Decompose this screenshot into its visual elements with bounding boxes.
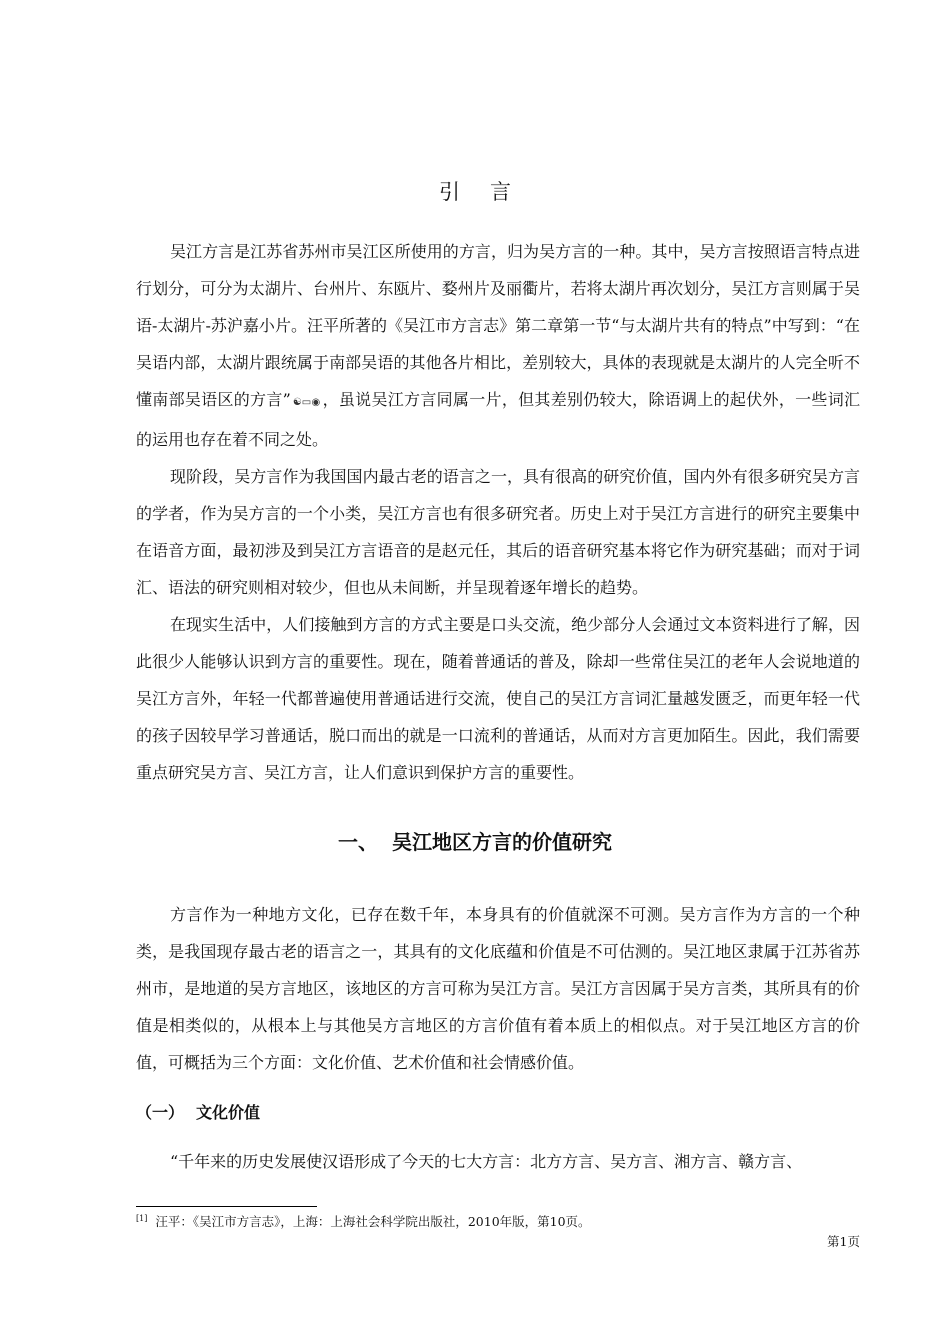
subsection-title: 文化价值 — [196, 1103, 261, 1122]
section-title: 吴江地区方言的价值研究 — [392, 830, 612, 854]
page-title: 引言 — [439, 180, 541, 204]
footnote-reference[interactable]: ☯▭◉ — [292, 397, 321, 408]
footnote — [136, 1212, 591, 1230]
section-1-body — [136, 896, 860, 1081]
footnote-mark: [1] — [136, 1213, 148, 1223]
subsection-1-paragraph: “千年来的历史发展使汉语形成了今天的七大方言：北方方言、吴方言、湘方言、赣方言、 — [170, 1152, 803, 1171]
intro-section — [136, 233, 860, 791]
footnote-divider — [136, 1206, 317, 1207]
footnote-text: 汪平：《吴江市方言志》，上海：上海社会科学院出版社，2010年版，第10页。 — [155, 1214, 591, 1229]
page-number: 第1页 — [827, 1234, 860, 1249]
intro-paragraph-1-text: 吴江方言是江苏省苏州市吴江区所使用的方言，归为吴方言的一种。其中，吴方言按照语言特点进行划分，可分为太湖片、台州片、东瓯片、婺州片及丽衢片，若将太湖片再次划分，吴江方言则属于吴语-太湖片-苏沪嘉小片。汪平所著的《吴江市方言志》第二章第一节“与太湖片共有的特点”中写到：“在吴语内部，太湖片跟统属于南部吴语的其他各片相比，差别较大，具体的表现就是太湖片的人完全听不懂南部吴语区的方言” — [136, 242, 860, 409]
intro-paragraph-2: 现阶段，吴方言作为我国国内最古老的语言之一，具有很高的研究价值，国内外有很多研究吴方言的学者，作为吴方言的一个小类，吴江方言也有很多研究者。历史上对于吴江方言进行的研究主要集中在语音方面，最初涉及到吴江方言语音的是赵元任，其后的语音研究基本将它作为研究基础；而对于词汇、语法的研究则相对较少，但也从未间断，并呈现着逐年增长的趋势。 — [136, 467, 860, 597]
section-1-paragraph: 方言作为一种地方文化，已存在数千年，本身具有的价值就深不可测。吴方言作为方言的一个种类，是我国现存最古老的语言之一，其具有的文化底蕴和价值是不可估测的。吴江地区隶属于江苏省苏州市，是地道的吴方言地区，该地区的方言可称为吴江方言。吴江方言因属于吴方言类，其所具有的价值是相类似的，从根本上与其他吴方言地区的方言价值有着本质上的相似点。对于吴江地区方言的价值，可概括为三个方面：文化价值、艺术价值和社会情感价值。 — [136, 905, 860, 1072]
subsection-number: （一） — [136, 1103, 185, 1122]
intro-paragraph-1 — [136, 233, 860, 458]
subsection-heading — [136, 1100, 260, 1123]
subsection-1-body — [136, 1143, 860, 1180]
section-number: 一、 — [338, 830, 378, 854]
section-heading — [0, 826, 950, 855]
intro-paragraph-1-tail: ，虽说吴江方言同属一片，但其差别仍较大，除语调上的起伏外，一些词汇的运用也存在着不同之处。 — [136, 390, 860, 449]
intro-paragraph-3: 在现实生活中，人们接触到方言的方式主要是口头交流，绝少部分人会通过文本资料进行了解，因此很少人能够认识到方言的重要性。现在，随着普通话的普及，除却一些常住吴江的老年人会说地道的吴江方言外，年轻一代都普遍使用普通话进行交流，使自己的吴江方言词汇量越发匮乏，而更年轻一代的孩子因较早学习普通话，脱口而出的就是一口流利的普通话，从而对方言更加陌生。因此，我们需要重点研究吴方言、吴江方言，让人们意识到保护方言的重要性。 — [136, 615, 860, 782]
